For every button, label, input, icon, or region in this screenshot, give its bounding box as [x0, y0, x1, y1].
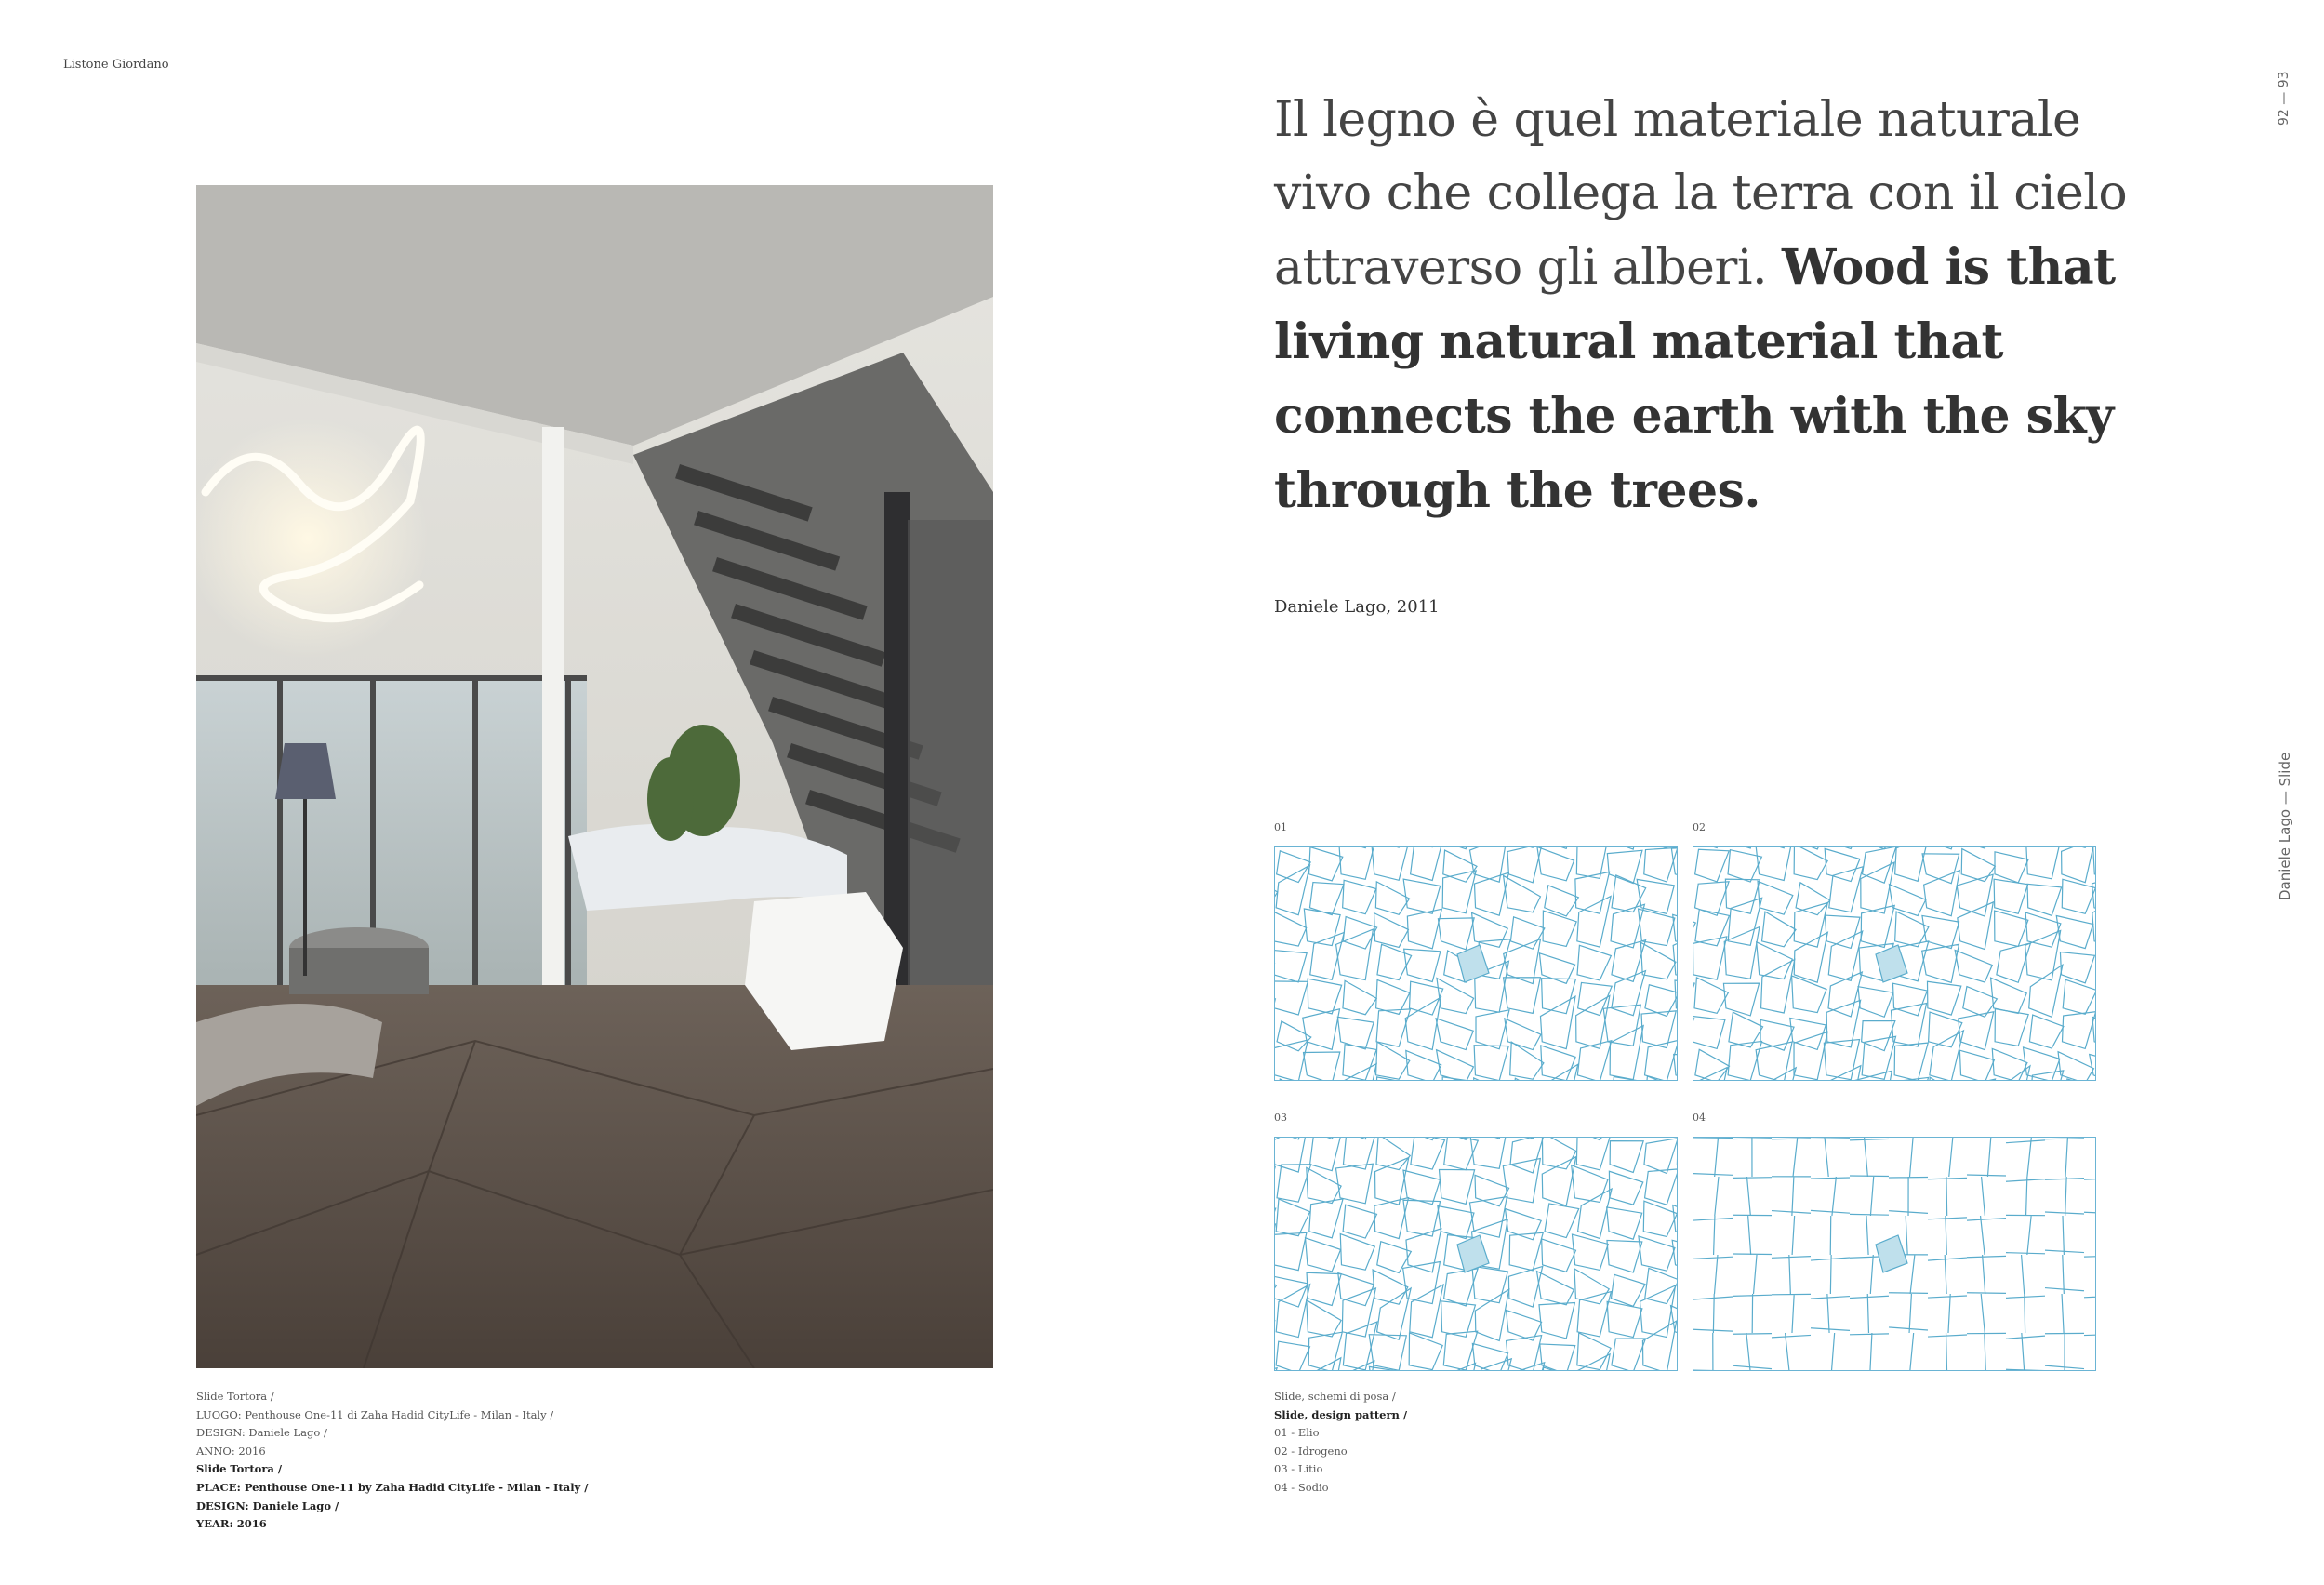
caption-line: Slide Tortora / [196, 1390, 274, 1403]
pattern-caption-item: 02 - Idrogeno [1274, 1444, 1348, 1458]
pattern-caption-item: 03 - Litio [1274, 1462, 1323, 1476]
pattern-caption-item: 04 - Sodio [1274, 1480, 1329, 1494]
quote-english: Wood is that living natural material that connects the earth with the sky through the trees. [1274, 239, 2116, 519]
pattern-label: 01 [1274, 821, 1287, 833]
caption-line-en: YEAR: 2016 [196, 1517, 267, 1531]
pattern-caption [1274, 1388, 1407, 1498]
caption-line-en: Slide Tortora / [196, 1462, 283, 1476]
page-numbers: 92 — 93 [2277, 71, 2291, 126]
caption-line-en: DESIGN: Daniele Lago / [196, 1498, 339, 1512]
pattern-caption-item: 01 - Elio [1274, 1426, 1320, 1440]
pull-quote [1274, 84, 2167, 528]
pattern-caption-title-en: Slide, design pattern / [1274, 1407, 1408, 1421]
pattern-sodio [1693, 1137, 2096, 1371]
brand-name: Listone Giordano [63, 58, 169, 72]
pattern-elio-drawing [1275, 847, 1677, 1080]
photo-caption [196, 1388, 588, 1534]
quote-italian: Il legno è quel materiale naturale vivo che collega la terra con il cielo attraverso gli alberi. [1274, 92, 2128, 296]
pattern-litio-drawing [1275, 1138, 1677, 1370]
caption-line-en: PLACE: Penthouse One-11 by Zaha Hadid CityLife - Milan - Italy / [196, 1480, 589, 1494]
highlighted-plank-icon [1876, 1235, 1907, 1272]
interior-photo [196, 185, 993, 1368]
pattern-sodio-drawing [1693, 1138, 2095, 1370]
side-running-title: Daniele Lago — Slide [2277, 752, 2293, 900]
quote-author: Daniele Lago, 2011 [1274, 597, 1440, 617]
pattern-litio [1274, 1137, 1678, 1371]
pattern-idrogeno-drawing [1693, 847, 2095, 1080]
caption-line: ANNO: 2016 [196, 1444, 266, 1458]
pattern-label: 03 [1274, 1112, 1287, 1124]
pattern-label: 02 [1693, 821, 1706, 833]
pattern-elio [1274, 846, 1678, 1081]
highlighted-plank-icon [1457, 945, 1489, 982]
pattern-idrogeno [1693, 846, 2096, 1081]
caption-line: DESIGN: Daniele Lago / [196, 1426, 327, 1440]
pattern-label: 04 [1693, 1112, 1706, 1124]
caption-line: LUOGO: Penthouse One-11 di Zaha Hadid CityLife - Milan - Italy / [196, 1407, 554, 1421]
pattern-caption-title: Slide, schemi di posa / [1274, 1390, 1396, 1403]
